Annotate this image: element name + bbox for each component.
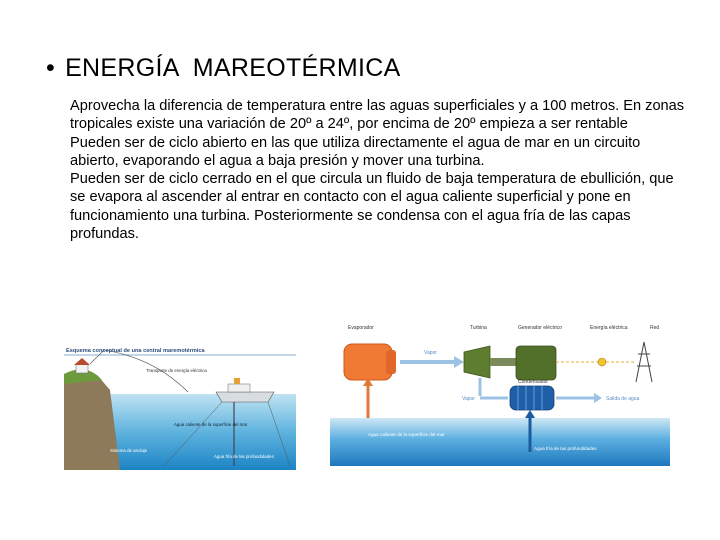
label-vapor-bottom: Vapor — [462, 396, 475, 402]
label-transport: Transporte de energía eléctrica — [146, 368, 207, 373]
label-condenser: Condensador — [518, 379, 549, 385]
label-cold-water: Agua fría de las profundidades — [214, 454, 274, 459]
evaporator-unit — [344, 344, 392, 380]
figure-left-scheme — [64, 330, 296, 470]
label-cold-in: Agua fría de las profundidades — [534, 446, 597, 451]
cycle-diagram — [330, 320, 670, 466]
platform-ship-icon — [216, 392, 274, 402]
slide-title — [46, 54, 401, 83]
paragraph-3: Pueden ser de ciclo cerrado en el que circula un fluido de baja temperatura de ebullición, que se evapora al ascender al entrar en contacto con el agua caliente superficial y pone en funcionamiento una turbina. Posteriormente se condensa con el agua fría de las capas profundas. — [70, 171, 674, 243]
label-system: Sistema de anclaje — [110, 448, 148, 453]
house-icon — [76, 364, 88, 373]
generator-unit — [516, 346, 556, 380]
label-generator: Generador eléctrico — [518, 325, 562, 331]
label-water-out: Salida de agua — [606, 396, 640, 402]
title-bullet: • — [46, 54, 56, 82]
label-energy: Energía eléctrica — [590, 325, 628, 331]
lightning-icon — [598, 358, 606, 366]
turbine-unit — [464, 346, 490, 378]
label-warm-water: Agua caliente de la superficie del mar — [174, 422, 248, 427]
sea-band — [330, 418, 670, 466]
label-turbine: Turbina — [470, 325, 487, 331]
scheme-title: Esquema conceptual de una central maremotérmica — [66, 348, 205, 354]
figure-right-cycle — [330, 320, 670, 466]
label-evaporator: Evaporador — [348, 325, 374, 331]
scheme-illustration — [64, 330, 296, 470]
label-grid: Red — [650, 325, 660, 331]
title-text: ENERGÍA MAREOTÉRMICA — [65, 54, 401, 82]
paragraph-2: Pueden ser de ciclo abierto en las que utiliza directamente el agua de mar en un circuito abierto, evaporando el agua a baja presión y mover una turbina. — [70, 134, 641, 169]
label-warm-in: Agua caliente de la superficie del mar — [368, 432, 445, 437]
condenser-unit — [510, 386, 554, 410]
slide-body — [70, 97, 690, 243]
paragraph-1: Aprovecha la diferencia de temperatura entre las aguas superficiales y a 100 metros. En zonas tropicales existe una variación de 20º a 24º, por encima de 20º empieza a ser rentable — [70, 98, 685, 133]
label-vapor-top: Vapor — [424, 350, 437, 356]
